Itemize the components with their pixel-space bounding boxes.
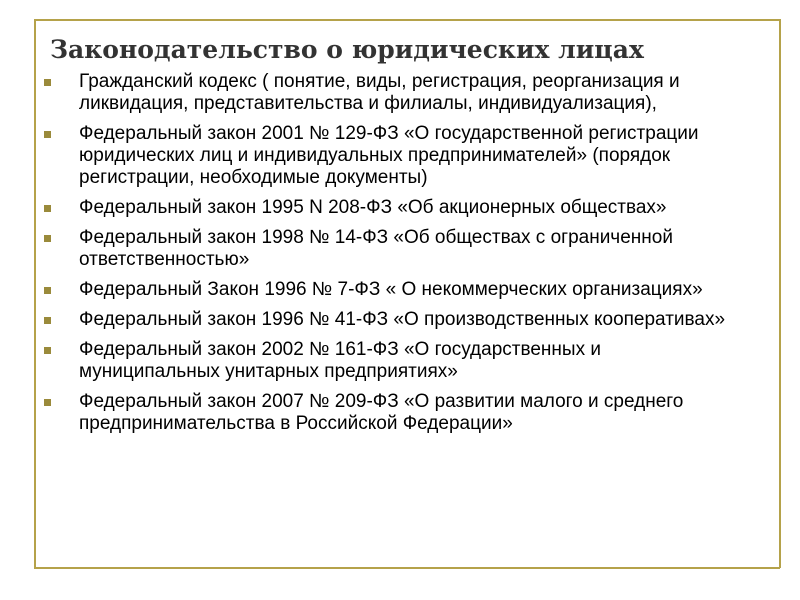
list-item-text: Федеральный закон 2002 № 161-ФЗ «О государственных и муниципальных унитарных предприятиях» (79, 339, 601, 382)
slide-title: Законодательство о юридических лицах (50, 35, 644, 64)
list-item (40, 197, 730, 219)
square-bullet-icon (44, 131, 51, 138)
list-item-text: Гражданский кодекс ( понятие, виды, регистрация, реорганизация и ликвидация, представительства и филиалы, индивидуализация), (79, 71, 680, 114)
frame-top-rule (35, 19, 781, 21)
list-item (40, 71, 730, 115)
square-bullet-icon (44, 287, 51, 294)
list-item-text: Федеральный Закон 1996 № 7-ФЗ « О некоммерческих организациях» (79, 279, 703, 300)
list-item-text: Федеральный закон 1998 № 14-ФЗ «Об обществах с ограниченной ответственностью» (79, 227, 673, 270)
list-item (40, 279, 730, 301)
square-bullet-icon (44, 235, 51, 242)
list-item (40, 339, 730, 383)
list-item (40, 227, 730, 271)
frame-left-rule (34, 19, 36, 568)
frame-right-rule (779, 19, 781, 568)
list-item-text: Федеральный закон 1995 N 208-ФЗ «Об акционерных обществах» (79, 197, 667, 218)
square-bullet-icon (44, 205, 51, 212)
frame-bottom-rule (34, 567, 780, 569)
list-item (40, 391, 730, 435)
list-item-text: Федеральный закон 2007 № 209-ФЗ «О развитии малого и среднего предпринимательства в Российской Федерации» (79, 391, 684, 434)
list-item-text: Федеральный закон 2001 № 129-ФЗ «О государственной регистрации юридических лиц и индивидуальных предпринимателей» (порядок регистрации, необходимые документы) (79, 123, 699, 188)
square-bullet-icon (44, 347, 51, 354)
square-bullet-icon (44, 399, 51, 406)
square-bullet-icon (44, 317, 51, 324)
square-bullet-icon (44, 79, 51, 86)
list-item-text: Федеральный закон 1996 № 41-ФЗ «О производственных кооперативах» (79, 309, 726, 330)
list-item (40, 309, 730, 331)
law-list (40, 71, 730, 443)
list-item (40, 123, 730, 189)
